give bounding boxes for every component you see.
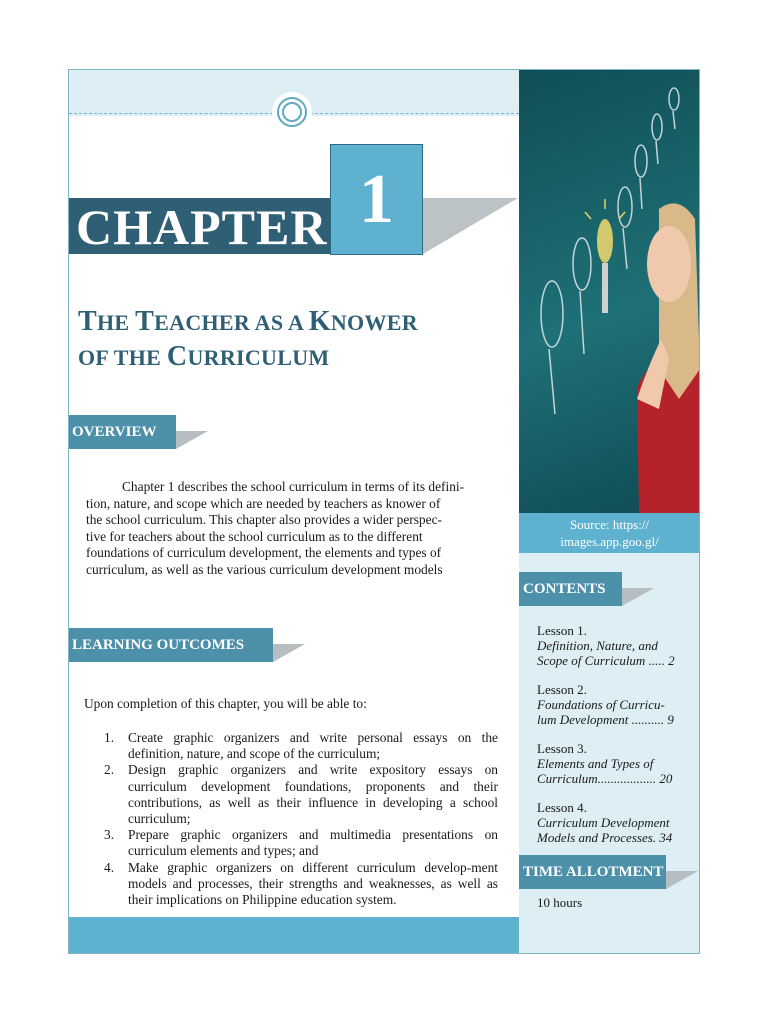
overview-line: Chapter 1 describes the school curriculum in terms of its defini- <box>122 479 465 494</box>
overview-line: tion, nature, and scope which are needed by teachers as knower of <box>86 495 441 511</box>
lesson-desc: Foundations of Curricu- <box>537 697 665 712</box>
outcome-text: Create graphic organizers and write personal essays on the definition, nature, and scope of the curriculum; <box>128 730 498 762</box>
title-word: EACHER AS A <box>154 310 309 335</box>
lesson-desc: lum Development .......... 9 <box>537 712 674 727</box>
title-word: URRICULUM <box>187 345 330 370</box>
lesson-desc: Curriculum.................. 20 <box>537 771 673 786</box>
title-word: NOWER <box>330 310 418 335</box>
title-initial: C <box>166 341 188 372</box>
outcome-number: 3. <box>104 827 115 843</box>
overview-line: curriculum, as well as the various curriculum development models <box>86 561 443 577</box>
title-initial: T <box>78 306 97 337</box>
contents-heading: CONTENTS <box>519 572 622 606</box>
lesson-desc: Curriculum Development <box>537 815 670 830</box>
learning-outcomes-intro: Upon completion of this chapter, you will be able to: <box>84 696 367 711</box>
learning-outcomes-heading: LEARNING OUTCOMES <box>68 628 273 662</box>
title-word: HE <box>96 310 136 335</box>
chapter-number: 1 <box>359 161 394 238</box>
overview-line: foundations of curriculum development, the elements and types of <box>86 545 442 560</box>
source-line: images.app.goo.gl/ <box>560 534 659 549</box>
title-initial: K <box>308 306 331 337</box>
outcome-number: 2. <box>104 762 115 778</box>
title-word: OF THE <box>78 345 167 370</box>
lesson-title: Lesson 1. <box>537 623 587 638</box>
lesson-title: Lesson 3. <box>537 741 587 756</box>
lesson-title: Lesson 4. <box>537 800 587 815</box>
title-initial: T <box>135 306 155 337</box>
time-allotment-value: 10 hours <box>537 895 583 910</box>
outcome-number: 4. <box>104 859 115 875</box>
outcome-text: Design graphic organizers and write expository essays on curriculum development foundations, proponents and their contributions, as well as their influence in developing a school curriculum; <box>128 762 498 827</box>
lesson-title: Lesson 2. <box>537 682 587 697</box>
outcome-text: Make graphic organizers on different curriculum develop-ment models and processes, their strengths and weaknesses, as well as their implications on Philippine education system. <box>128 859 498 908</box>
overview-line: tive for teachers about the school curriculum as to the different <box>86 528 423 544</box>
source-line: Source: https:// <box>569 517 650 532</box>
overview-line: the school curriculum. This chapter also provides a wider perspec- <box>86 512 442 527</box>
page-frame <box>68 69 700 954</box>
outcome-number: 1. <box>104 730 115 745</box>
lesson-desc: Definition, Nature, and <box>537 638 658 653</box>
overview-heading: OVERVIEW <box>68 415 176 449</box>
lesson-desc: Scope of Curriculum ..... 2 <box>537 653 675 668</box>
outcome-text: Prepare graphic organizers and multimedia presentations on curriculum elements and types; and <box>128 827 498 859</box>
lesson-desc: Models and Processes. 34 <box>537 830 673 845</box>
time-allotment-heading: TIME ALLOTMENT <box>519 855 666 889</box>
lesson-desc: Elements and Types of <box>537 756 654 771</box>
chapter-word: CHAPTER <box>76 199 328 255</box>
